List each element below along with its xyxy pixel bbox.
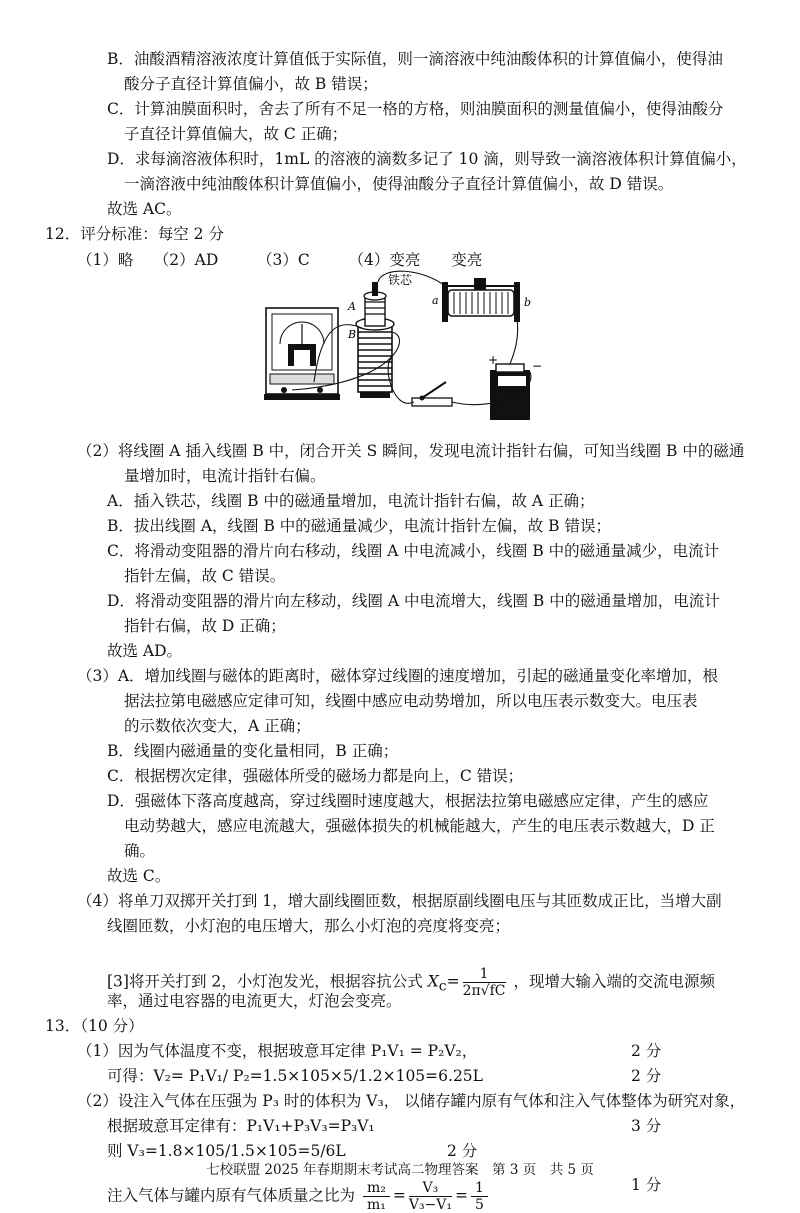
mass-f2-den: V₃−V₁ (408, 1197, 453, 1213)
score-s4: 2 分 (447, 1142, 478, 1160)
capacitance-formula-line (107, 966, 715, 999)
cap-symbol-sub: c (438, 978, 447, 995)
mass-f2-num: V₃ (409, 1180, 452, 1197)
coil-b-label: B (348, 328, 357, 341)
mass-prefix: 注入气体与罐内原有气体质量之比为 (107, 1186, 360, 1205)
text-line-l20: 据法拉第电磁感应定律可知，线圈中感应电动势增加，所以电压表示数变大。电压表 (124, 692, 698, 710)
coil-assembly-icon (356, 282, 394, 398)
text-line-l17: 指针右偏，故 D 正确； (124, 617, 286, 635)
text-line-l26: 确。 (124, 842, 156, 860)
coil-a-label: A (348, 300, 356, 313)
text-line-l31: 率，通过电容器的电流更大，灯泡会变亮。 (107, 992, 402, 1010)
iron-core-label: 铁芯 (388, 273, 413, 287)
text-line-l19: （3）A．增加线圈与磁体的距离时，磁体穿过线圈的速度增加，引起的磁通量变化率增加，根 (77, 667, 719, 685)
text-line-l8: 12．评分标准：每空 2 分 (45, 225, 224, 243)
text-line-l33: （1）因为气体温度不变，根据玻意耳定律 P₁V₁ = P₂V₂， (77, 1042, 478, 1060)
text-line-l2: 酸分子直径计算值偏小，故 B 错误； (124, 75, 378, 93)
text-line-l12: A．插入铁芯，线圈 B 中的磁通量增加，电流计指针右偏，故 A 正确； (107, 492, 595, 510)
text-line-l11: 量增加时，电流计指针右偏。 (124, 467, 326, 485)
text-line-l4: 子直径计算值偏大，故 C 正确； (124, 125, 348, 143)
cap-suffix: ，现增大输入端的交流电源频 (508, 972, 715, 991)
text-line-l27: 故选 C。 (107, 867, 171, 885)
text-line-l35: （2）设注入气体在压强为 P₃ 时的体积为 V₃， 以储存罐内原有气体和注入气体整体为研究对象， (77, 1092, 746, 1110)
mass-ratio-line (107, 1180, 491, 1213)
terminal-a-label: a (432, 294, 439, 307)
galvanometer-icon (264, 308, 340, 400)
cap-numerator: 1 (463, 966, 506, 983)
text-line-l10: （2）将线圈 A 插入线圈 B 中，闭合开关 S 瞬间，发现电流计指针右偏，可知当线圈 B 中的磁通 (77, 442, 745, 460)
cap-eq: = (446, 972, 460, 991)
text-line-l36: 根据玻意耳定律有：P₁V₁+P₃V₃=P₃V₁ (107, 1117, 375, 1135)
text-line-l1: B．油酸酒精溶液浓度计算值低于实际值，则一滴溶液中纯油酸体积的计算值偏小，使得油 (107, 50, 723, 68)
text-line-l25: 电动势越大，感应电流越大，强磁体损失的机械能越大，产生的电压表示数越大，D 正 (124, 817, 715, 835)
mass-f1-num: m₂ (363, 1180, 390, 1197)
text-line-l23: C．根据楞次定律，强磁体所受的磁场力都是向上，C 错误； (107, 767, 524, 785)
mass-f3-num: 1 (471, 1180, 488, 1197)
mass-fraction-3 (471, 1180, 488, 1213)
text-line-l24: D．强磁体下落高度越高，穿过线圈时速度越大，根据法拉第电磁感应定律，产生的感应 (107, 792, 709, 810)
text-line-l28: （4）将单刀双掷开关打到 1，增大副线圈匝数，根据原副线圈电压与其匝数成正比，当增大副 (77, 892, 722, 910)
battery-minus-label: − (532, 359, 543, 373)
text-line-l21: 的示数依次变大，A 正确； (124, 717, 311, 735)
mass-eq2: = (455, 1186, 469, 1205)
battery-icon (490, 364, 530, 420)
text-line-l18: 故选 AD。 (107, 642, 183, 660)
mass-eq1: = (392, 1186, 406, 1205)
cap-symbol: X (427, 972, 439, 991)
text-line-l14: C．将滑动变阻器的滑片向右移动，线圈 A 中电流减小，线圈 B 中的磁通量减少，电流计 (107, 542, 720, 560)
mass-fraction-2 (409, 1180, 452, 1213)
text-line-l37: 则 V₃=1.8×105/1.5×105=5/6L (107, 1142, 346, 1160)
terminal-b-label: b (524, 296, 532, 309)
score-s5: 1 分 (631, 1176, 662, 1194)
rheostat-icon (442, 278, 520, 322)
text-line-l7: 故选 AC。 (107, 200, 182, 218)
score-s3: 3 分 (631, 1117, 662, 1135)
mass-f1-den: m₁ (366, 1197, 386, 1213)
induction-experiment-diagram (262, 262, 552, 422)
cap-prefix: [3]将开关打到 2，小灯泡发光，根据容抗公式 (107, 972, 428, 991)
score-s1: 2 分 (631, 1042, 662, 1060)
page-footer: 七校联盟 2025 年春期期末考试高二物理答案 第 3 页 共 5 页 (206, 1162, 594, 1178)
text-line-l15: 指针左偏，故 C 错误。 (124, 567, 286, 585)
score-s2: 2 分 (631, 1067, 662, 1085)
text-line-l22: B．线圈内磁通量的变化量相同，B 正确； (107, 742, 399, 760)
text-line-l29: 线圈匝数，小灯泡的电压增大，那么小灯泡的亮度将变亮； (107, 917, 511, 935)
text-line-l5: D．求每滴溶液体积时，1mL 的溶液的滴数多记了 10 滴，则导致一滴溶液体积计算值偏小， (107, 150, 747, 168)
text-line-l3: C．计算油膜面积时，舍去了所有不足一格的方格，则油膜面积的测量值偏小，使得油酸分 (107, 100, 724, 118)
mass-f3-den: 5 (475, 1197, 484, 1213)
mass-fraction-1 (363, 1180, 390, 1213)
text-line-l13: B．拔出线圈 A，线圈 B 中的磁通量减少，电流计指针左偏，故 B 错误； (107, 517, 612, 535)
text-line-l34: 可得：V₂= P₁V₁/ P₂=1.5×105×5/1.2×105=6.25L (107, 1067, 483, 1085)
text-line-l6: 一滴溶液中纯油酸体积计算值偏小，使得油酸分子直径计算值偏小，故 D 错误。 (124, 175, 674, 193)
text-line-l16: D．将滑动变阻器的滑片向左移动，线圈 A 中电流增大，线圈 B 中的磁通量增加，电流计 (107, 592, 720, 610)
switch-icon (412, 382, 452, 406)
cap-fraction (463, 966, 506, 999)
battery-plus-label: + (488, 353, 499, 367)
text-line-l32: 13．（10 分） (45, 1017, 144, 1035)
cap-denominator: 2π√fC (462, 983, 506, 999)
text-line-l9: （1）略 （2）AD （3）C （4）变亮 变亮 (77, 251, 483, 269)
